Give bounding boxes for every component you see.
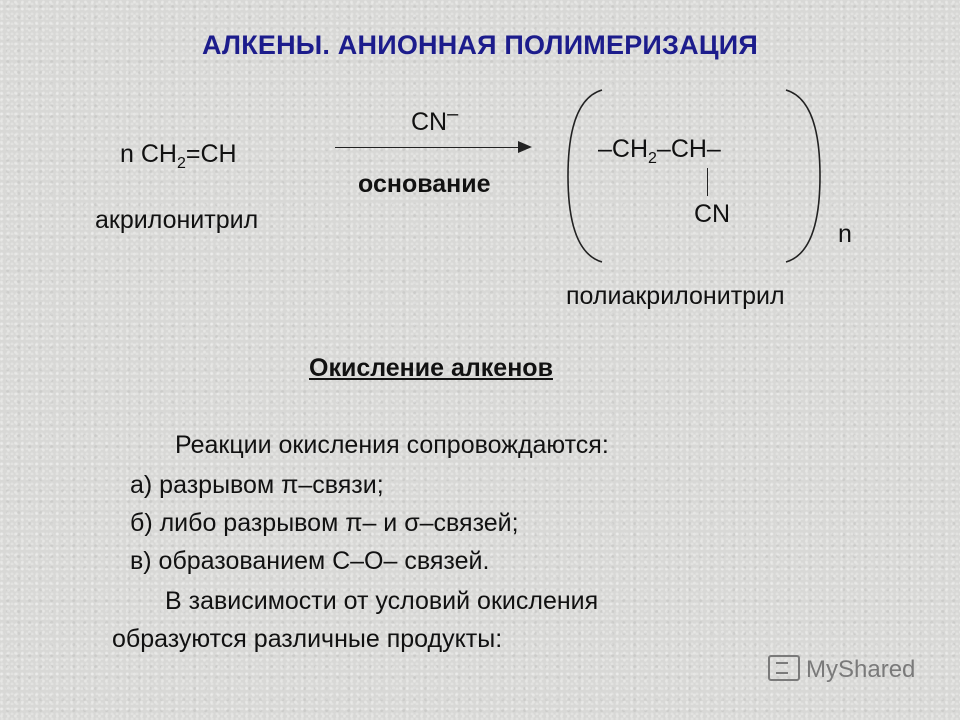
watermark-logo[interactable] xyxy=(768,655,915,684)
product-branch: CN xyxy=(694,200,731,228)
slide-title: АЛКЕНЫ. АНИОННАЯ ПОЛИМЕРИЗАЦИЯ xyxy=(202,30,758,60)
left-bracket xyxy=(568,90,602,262)
catalyst-charge: – xyxy=(447,103,459,125)
reactant-suffix: =CH xyxy=(185,140,237,168)
condition-label: основание xyxy=(358,170,491,198)
watermark-text: MyShared xyxy=(806,656,916,683)
reactant-formula xyxy=(120,140,237,172)
product-name: полиакрилонитрил xyxy=(566,282,785,310)
branch-bond xyxy=(707,168,708,196)
product-index: n xyxy=(838,220,852,248)
product-left: –CH xyxy=(598,135,649,163)
catalyst-label xyxy=(411,103,459,137)
reactant-subscript: 2 xyxy=(176,155,186,172)
list-item: а) разрывом π–связи; xyxy=(130,471,384,499)
product-formula xyxy=(598,135,721,167)
conclusion-line-2: образуются различные продукты: xyxy=(112,625,503,653)
reaction-arrow-head xyxy=(518,141,532,153)
presentation-icon xyxy=(768,655,800,681)
product-subscript: 2 xyxy=(648,150,657,167)
list-item: б) либо разрывом π– и σ–связей; xyxy=(130,509,519,537)
product-right: –CH– xyxy=(656,135,721,163)
intro-text: Реакции окисления сопровождаются: xyxy=(175,431,609,459)
product-brackets xyxy=(560,86,830,266)
section-heading: Окисление алкенов xyxy=(309,354,553,382)
reactant-name: акрилонитрил xyxy=(95,206,259,234)
conclusion-line-1: В зависимости от условий окисления xyxy=(165,587,599,615)
reactant-prefix: n CH xyxy=(120,140,177,168)
catalyst-formula: CN xyxy=(411,108,448,136)
reaction-arrow-line xyxy=(335,147,520,148)
list-item: в) образованием С–О– связей. xyxy=(130,547,490,575)
right-bracket xyxy=(786,90,820,262)
